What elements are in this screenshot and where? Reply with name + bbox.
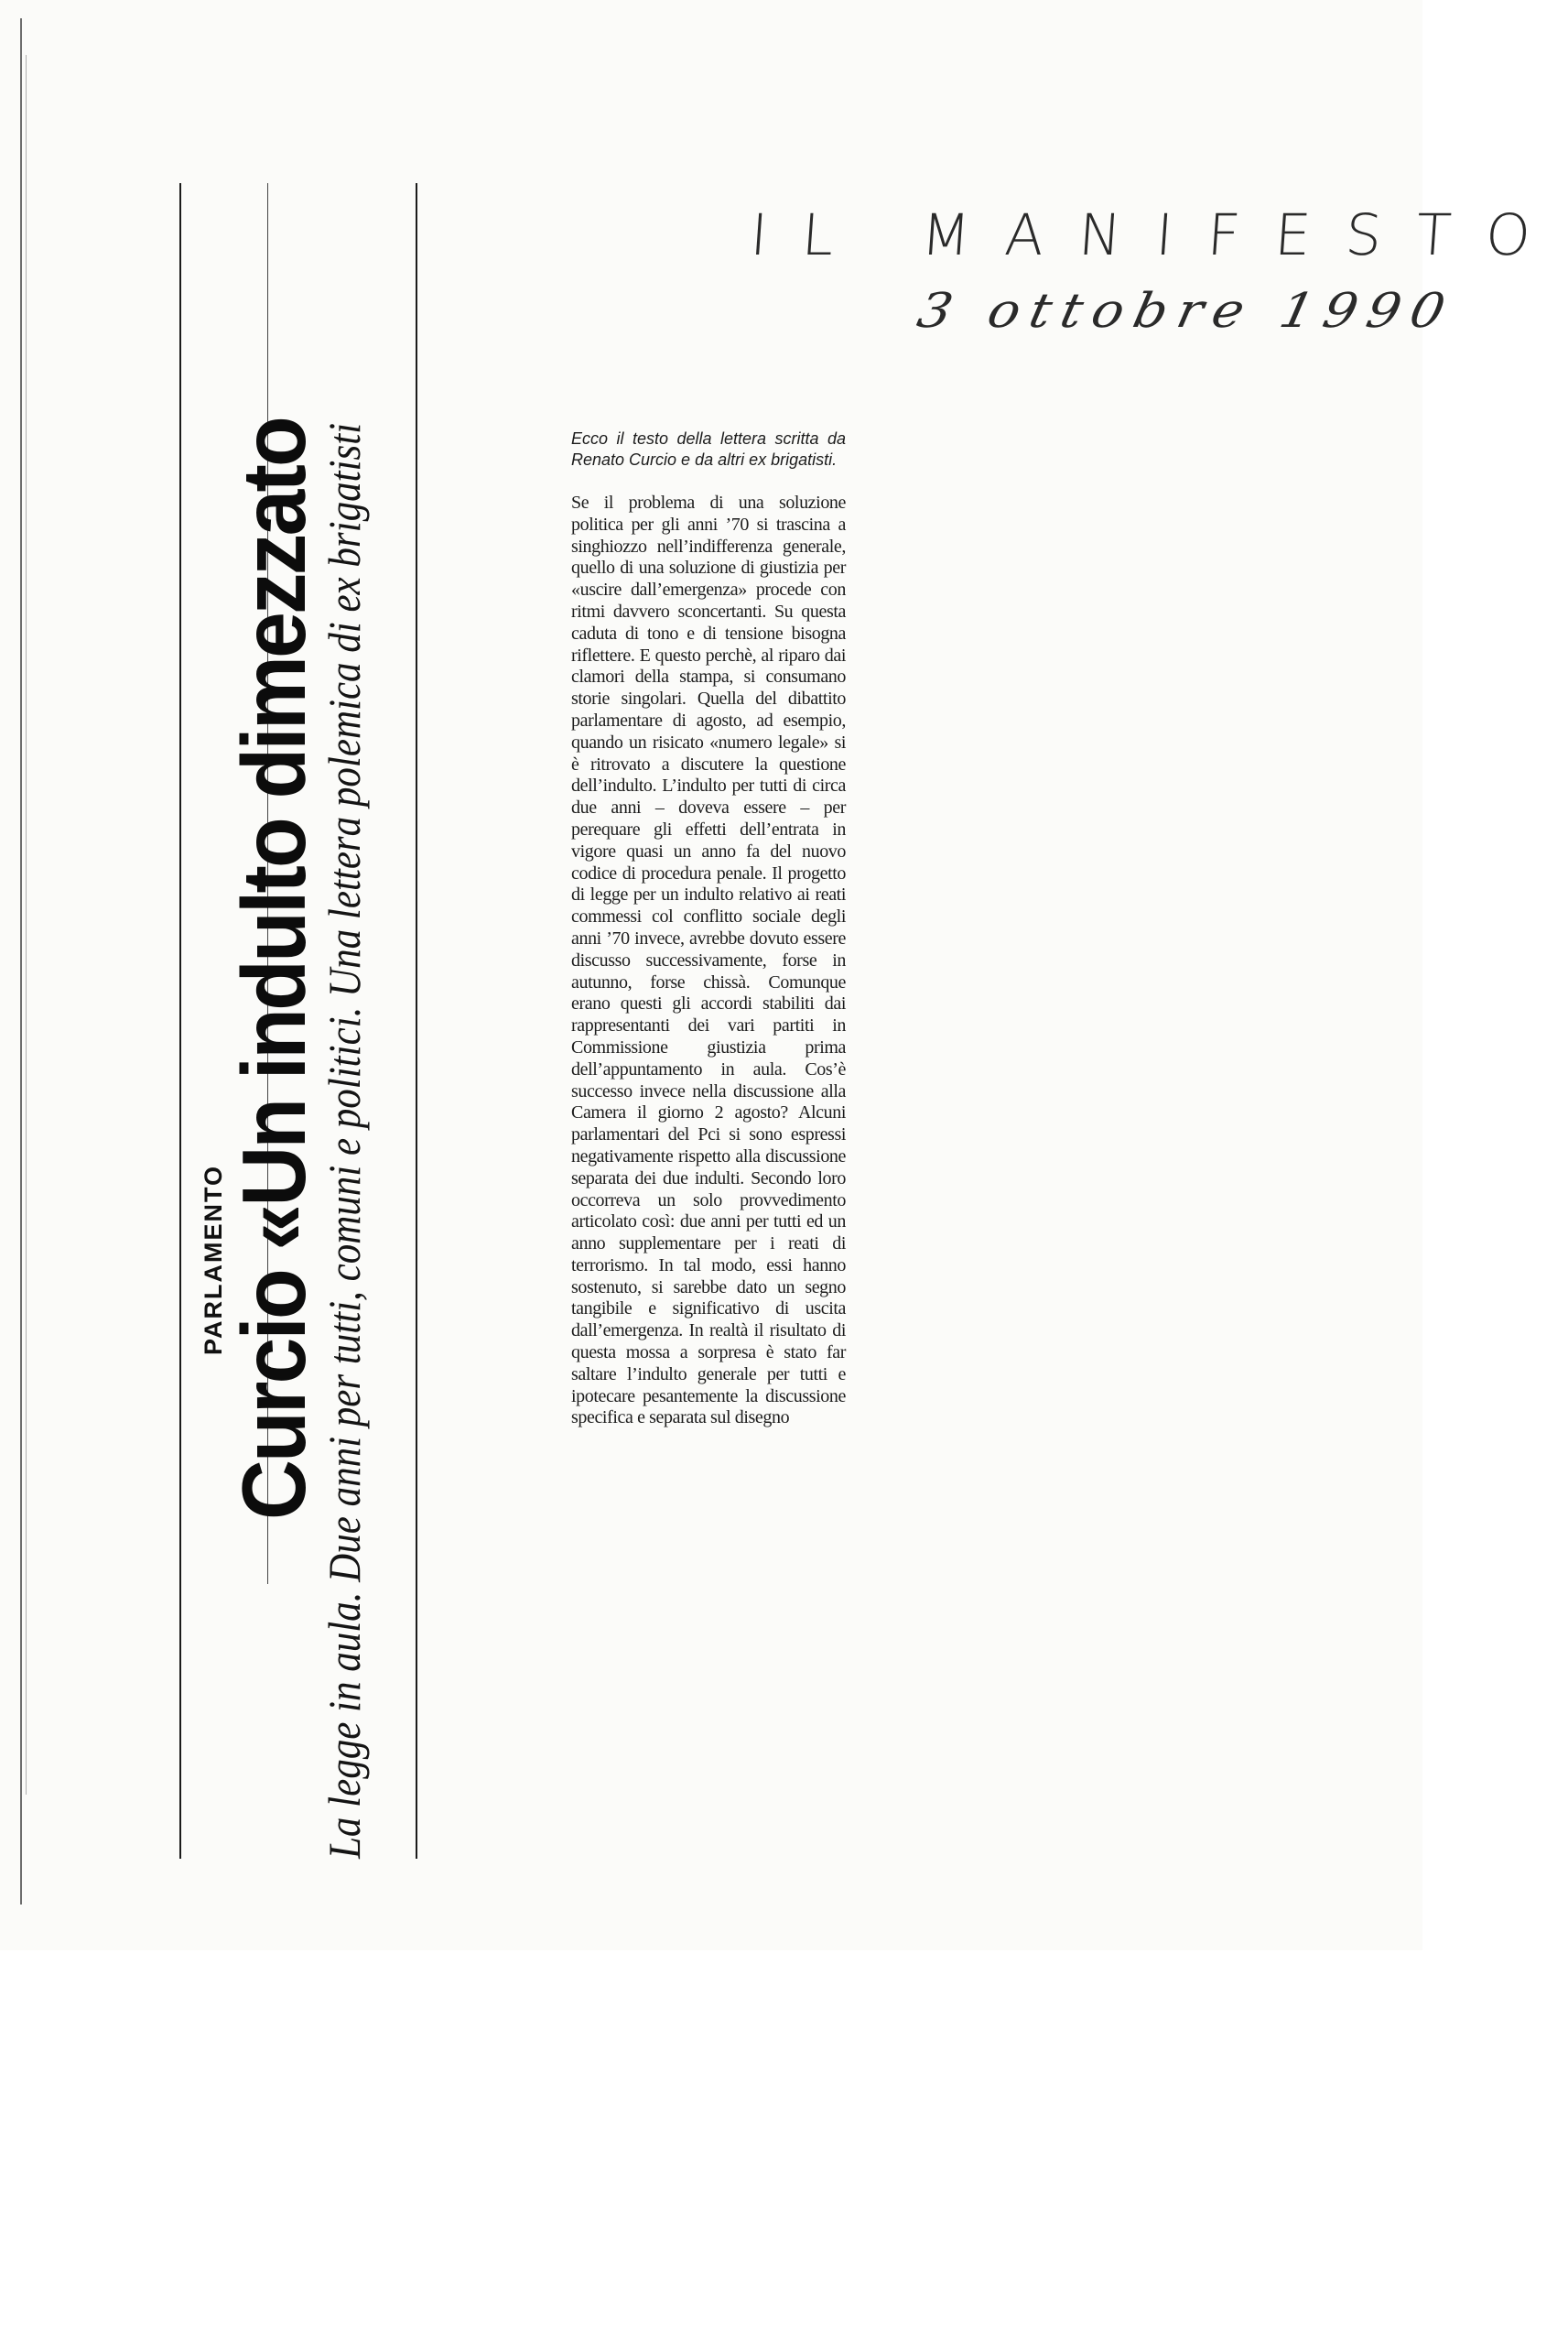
article-intro: Ecco il testo della lettera scritta da Renato Curcio e da altri ex brigatisti.: [571, 429, 846, 469]
article-body: Se il problema di una soluzione politica per gli anni ’70 si trascina a singhiozzo nell’indifferenza generale, quello di una soluzione di giustizia per «uscire dall’emergenza» procede con ritmi davvero sconcertanti. Su questa caduta di tono e di tensione bisogna riflettere. E questo perchè, al riparo dai clamori della stampa, si consumano storie singolari. Quella del dibattito parlamentare di agosto, ad esempio, quando un risicato «numero legale» si è ritrovato a discutere la questione dell’indulto. L’indulto per tutti di circa due anni – doveva essere – per perequare gli effetti dell’entrata in vigore quasi un anno fa del nuovo codice di procedura penale. Il progetto di legge per un indulto relativo ai reati commessi col conflitto sociale degli anni ’70 invece, avrebbe dovuto essere discusso successivamente, forse in autunno, forse chissà. Comunque erano questi gli accordi stabiliti dai rappresentanti dei vari partiti in Commissione giustizia prima dell’appuntamento in aula. Cos’è successo invece nella discussione alla Camera il giorno 2 agosto? Alcuni parlamentari del Pci si sono espressi negativamente rispetto alla discussione separata dei due indulti. Secondo loro occorreva un solo provvedimento articolato così: due anni per tutti ed un anno supplementare per i reati di terrorismo. In tal modo, essi hanno sostenuto, si sarebbe dato un segno tangibile e significativo di uscita dall’emergenza. In realtà il risultato di questa mossa a sorpresa è stato far saltare l’indulto generale per tutti e ipotecare pesantemente la discussione specifica e separata sul disegno: [571, 493, 846, 1428]
headline-block: [179, 183, 417, 1859]
scan-edge-line-secondary: [26, 55, 27, 1795]
handwritten-publication: IL MANIFESTO: [748, 201, 1568, 268]
bottom-rule: [416, 183, 417, 1859]
scan-edge-line: [20, 18, 22, 1904]
article-column: [571, 429, 846, 1429]
headline: Curcio «Un indulto dimezzato: [223, 418, 324, 1520]
section-kicker: PARLAMENTO: [200, 1165, 227, 1355]
handwritten-date: 3 ottobre 1990: [913, 284, 1460, 339]
top-rule: [179, 183, 181, 1859]
subheadline: La legge in aula. Due anni per tutti, comuni e politici. Una lettera polemica di ex brigatisti: [319, 422, 370, 1859]
